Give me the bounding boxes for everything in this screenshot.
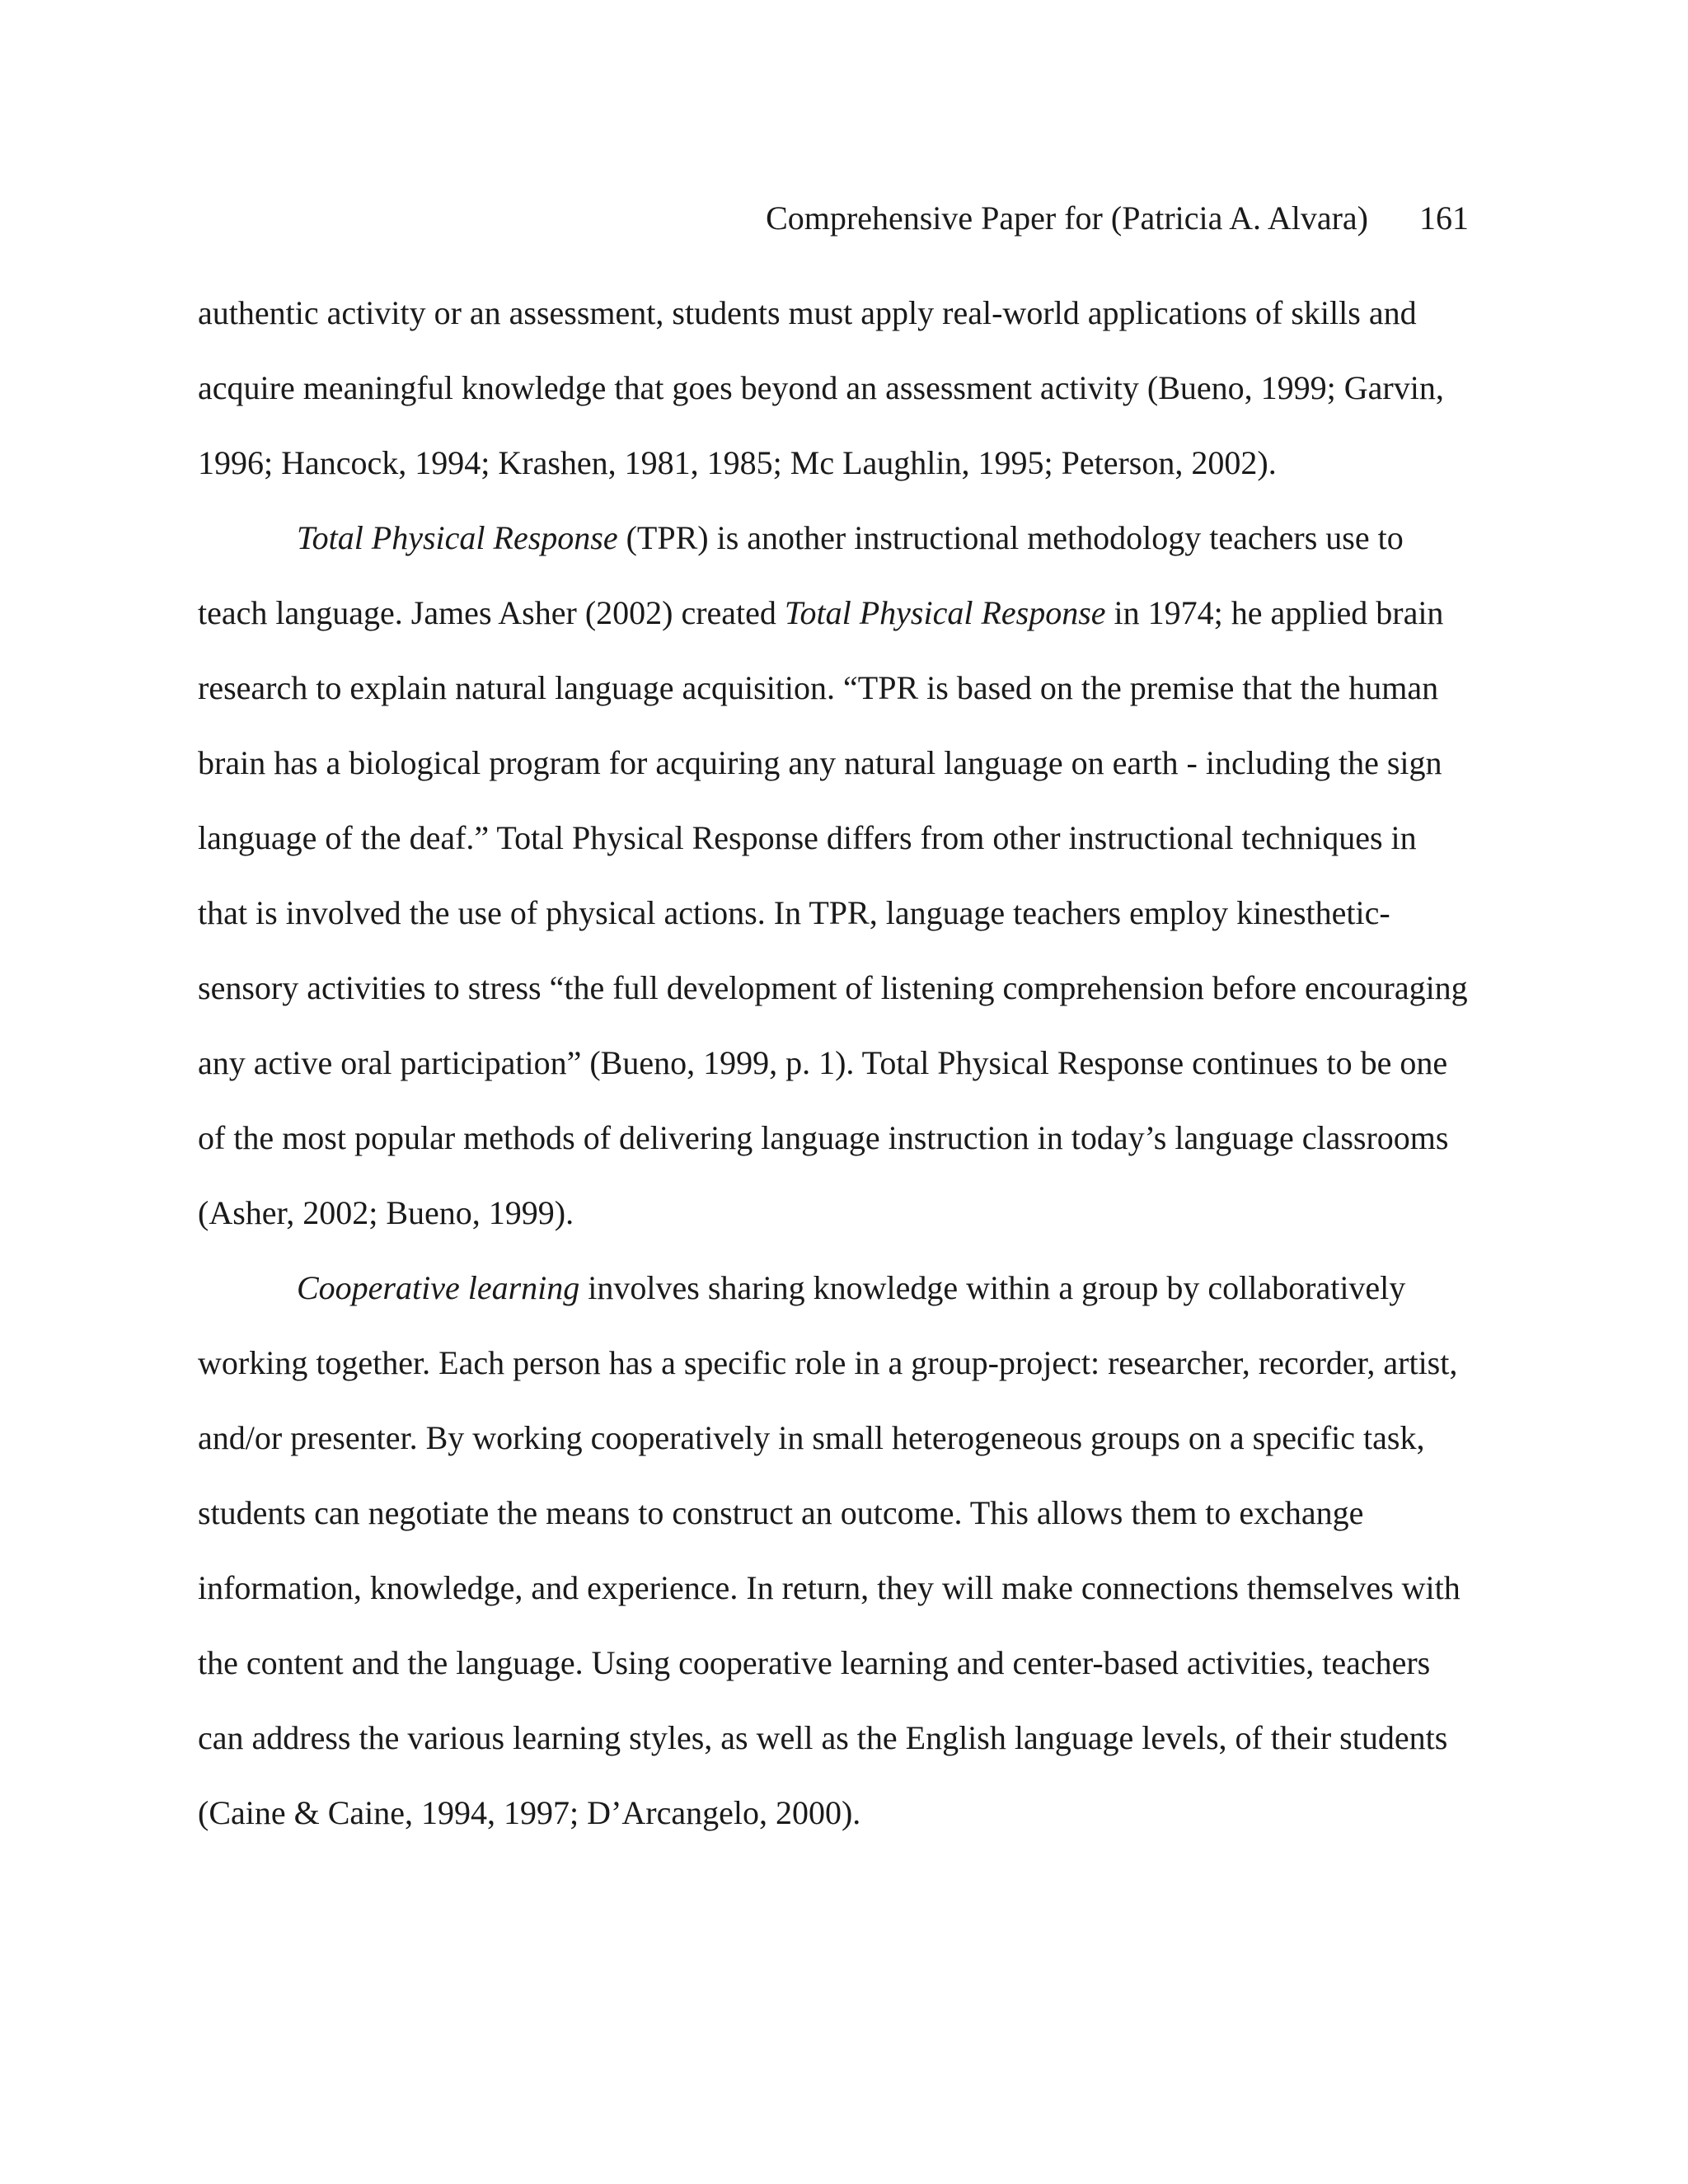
- body-line-16: and/or presenter. By working cooperatively in small heterogeneous groups on a specific task,: [198, 1419, 1425, 1456]
- body-line-12: of the most popular methods of delivering language instruction in today’s language classrooms: [198, 1119, 1449, 1156]
- body-line-18: information, knowledge, and experience. In return, they will make connections themselves with: [198, 1569, 1461, 1606]
- body-line-1: authentic activity or an assessment, students must apply real-world applications of skills and: [198, 294, 1417, 331]
- body-line-3: 1996; Hancock, 1994; Krashen, 1981, 1985; Mc Laughlin, 1995; Peterson, 2002).: [198, 444, 1277, 481]
- body-line-21: (Caine & Caine, 1994, 1997; D’Arcangelo, 2000).: [198, 1794, 861, 1831]
- line-text: teach language. James Asher (2002) created: [198, 594, 785, 631]
- body-line-11: any active oral participation” (Bueno, 1999, p. 1). Total Physical Response continues to be one: [198, 1044, 1448, 1081]
- body-line-4-paragraph-start: [297, 514, 1404, 562]
- italic-term-total-physical-response: Total Physical Response: [297, 519, 618, 556]
- line-text: involves sharing knowledge within a group by collaboratively: [579, 1269, 1406, 1306]
- body-line-10: sensory activities to stress “the full development of listening comprehension before encouraging: [198, 969, 1468, 1006]
- italic-term-cooperative-learning: Cooperative learning: [297, 1269, 580, 1306]
- body-line-2: acquire meaningful knowledge that goes beyond an assessment activity (Bueno, 1999; Garvin,: [198, 369, 1444, 406]
- body-line-8: language of the deaf.” Total Physical Response differs from other instructional techniques in: [198, 819, 1417, 856]
- page-number: 161: [1419, 199, 1469, 237]
- body-line-15: working together. Each person has a specific role in a group-project: researcher, recorder, artist,: [198, 1344, 1458, 1381]
- body-line-14-paragraph-start: [297, 1264, 1405, 1312]
- line-text: (TPR) is another instructional methodology teachers use to: [617, 519, 1404, 556]
- body-line-5: [198, 589, 1443, 637]
- body-line-7: brain has a biological program for acquiring any natural language on earth - including the sign: [198, 744, 1442, 781]
- body-line-6: research to explain natural language acquisition. “TPR is based on the premise that the human: [198, 669, 1439, 706]
- body-line-9: that is involved the use of physical actions. In TPR, language teachers employ kinesthetic-: [198, 894, 1390, 931]
- body-line-13: (Asher, 2002; Bueno, 1999).: [198, 1194, 574, 1231]
- line-text: in 1974; he applied brain: [1105, 594, 1444, 631]
- body-line-19: the content and the language. Using cooperative learning and center-based activities, teachers: [198, 1644, 1431, 1681]
- body-line-17: students can negotiate the means to construct an outcome. This allows them to exchange: [198, 1494, 1364, 1531]
- running-head: [766, 194, 1469, 242]
- running-title: Comprehensive Paper for (Patricia A. Alvara): [766, 199, 1368, 237]
- italic-term-total-physical-response: Total Physical Response: [784, 594, 1106, 631]
- body-line-20: can address the various learning styles, as well as the English language levels, of their students: [198, 1719, 1448, 1756]
